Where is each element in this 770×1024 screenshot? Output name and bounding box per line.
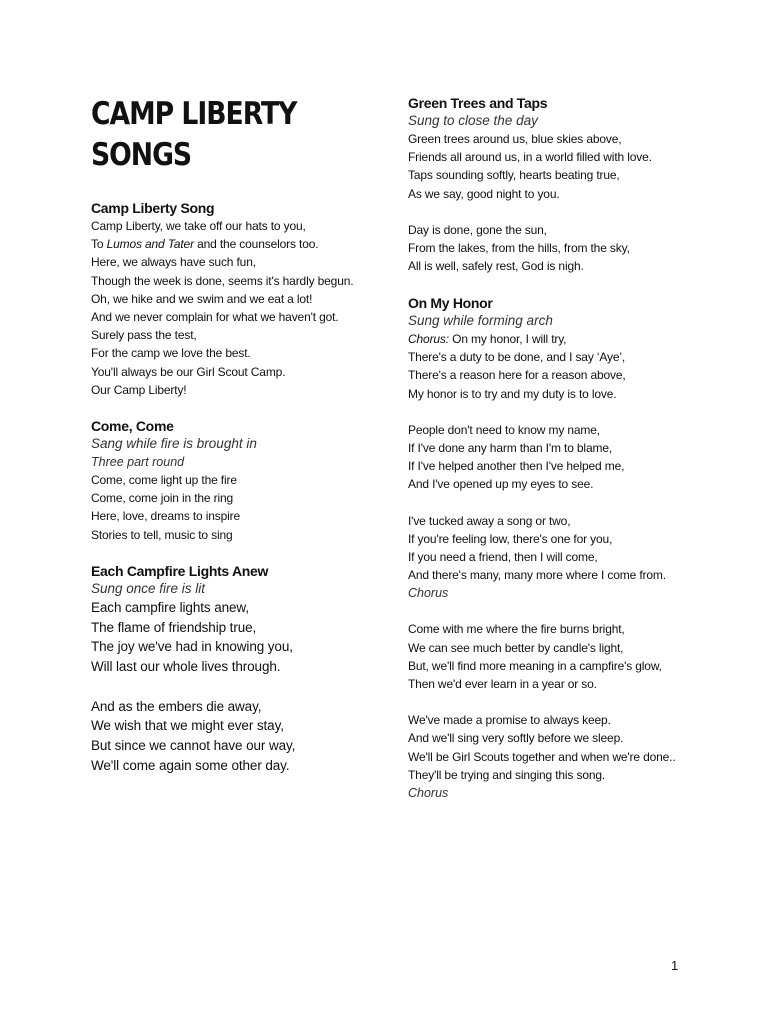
song-title: On My Honor [408,295,493,311]
song-camp-liberty [91,199,353,399]
song-title: Green Trees and Taps [408,95,548,111]
song-note: Sang while fire is brought in [91,436,257,451]
lyric-line: We've made a promise to always keep. [408,713,611,728]
lyric-line: Though the week is done, seems it's hardly begun. [91,273,354,288]
lyric-line: As we say, good night to you. [408,186,560,201]
lyric-line: Each campfire lights anew, [91,600,249,615]
lyric-line: Come, come light up the fire [91,473,237,487]
lyric-line: If I've helped another then I've helped me, [408,459,625,474]
lyric-line: Stories to tell, music to sing [91,527,233,542]
lyric-line: And as the embers die away, [91,698,262,714]
lyric-line: And we'll sing very softly before we sleep. [408,731,624,746]
lyric-line: We'll be Girl Scouts together and when we're done.. [408,749,676,764]
song-title: Come, Come [91,418,174,434]
page-title: CAMP LIBERTY SONGS [91,96,297,173]
lyric-line: Here, love, dreams to inspire [91,509,241,524]
lyric-line: Taps sounding softly, hearts beating true, [408,168,620,183]
lyric-line: My honor is to try and my duty is to love. [408,386,617,401]
lyric-line: Then we'd ever learn in a year or so. [408,677,597,692]
lyric-line: And we never complain for what we haven't got. [91,310,339,325]
lyric-line: For the camp we love the best. [91,346,251,361]
lyric-line: And I've opened up my eyes to see. [408,477,594,492]
lyric-line: Friends all around us, in a world filled with love. [408,150,652,165]
lyric-line: They'll be trying and singing this song. [408,767,606,782]
lyric-line: Green trees around us, blue skies above, [408,132,622,146]
lyric-line: There's a reason here for a reason above, [408,368,626,383]
lyric-line: If you're feeling low, there's one for you, [408,531,613,546]
lyric-line: We can see much better by candle's light, [408,640,624,655]
song-come-come [91,417,257,544]
song-note: Sung to close the day [408,113,538,128]
lyric-line: I've tucked away a song or two, [408,513,571,528]
lyric-line: The flame of friendship true, [91,619,257,635]
lyric-line: Here, we always have such fun, [91,255,256,270]
lyric-line: The joy we've had in knowing you, [91,639,293,655]
lyric-line: From the lakes, from the hills, from the sky, [408,241,630,256]
lyric-line: There's a duty to be done, and I say ‘Aye’, [408,350,626,365]
chorus-reference: Chorus [408,786,449,801]
lyric-line: Oh, we hike and we swim and we eat a lot! [91,291,313,306]
lyric-line: We wish that we might ever stay, [91,718,284,734]
song-title: Each Campfire Lights Anew [91,563,269,579]
lyric-line: All is well, safely rest, God is nigh. [408,259,584,274]
lyric-line: And there's many, many more where I come from. [408,568,666,583]
lyric-line [408,330,676,348]
lyric-line: You'll always be our Girl Scout Camp. [91,364,286,379]
lyric-line: We'll come again some other day. [91,757,290,773]
song-green-trees [408,94,652,275]
lyric-line: But since we cannot have our way, [91,737,296,753]
chorus-reference: Chorus [408,586,449,601]
lyric-text: and the counselors too. [193,237,319,252]
song-note: Sung while forming arch [408,313,553,328]
lyric-line: Will last our whole lives through. [91,659,281,675]
song-title: Camp Liberty Song [91,200,215,216]
lyric-line: People don't need to know my name, [408,422,600,437]
lyric-line: Our Camp Liberty! [91,382,187,397]
lyric-line: If I've done any harm than I'm to blame, [408,441,613,456]
lyric-italic-names: Lumos and Tater [106,237,194,252]
lyric-line: Come with me where the fire burns bright, [408,622,625,637]
lyric-line: Come, come join in the ring [91,491,234,506]
song-on-my-honor [408,294,676,802]
page-number: 1 [671,958,679,973]
lyric-line [91,235,353,253]
chorus-label: Chorus: [408,332,449,346]
song-each-campfire [91,562,295,775]
lyric-line: Day is done, gone the sun, [408,222,547,237]
lyric-text: On my honor, I will try, [448,332,567,346]
lyric-text: To [91,237,107,252]
song-note: Three part round [91,455,185,469]
lyric-line: But, we'll find more meaning in a campfire's glow, [408,658,662,673]
lyric-line: Camp Liberty, we take off our hats to you, [91,219,306,233]
song-note: Sung once fire is lit [91,581,206,596]
lyric-line: Surely pass the test, [91,328,197,343]
lyric-line: If you need a friend, then I will come, [408,550,598,565]
